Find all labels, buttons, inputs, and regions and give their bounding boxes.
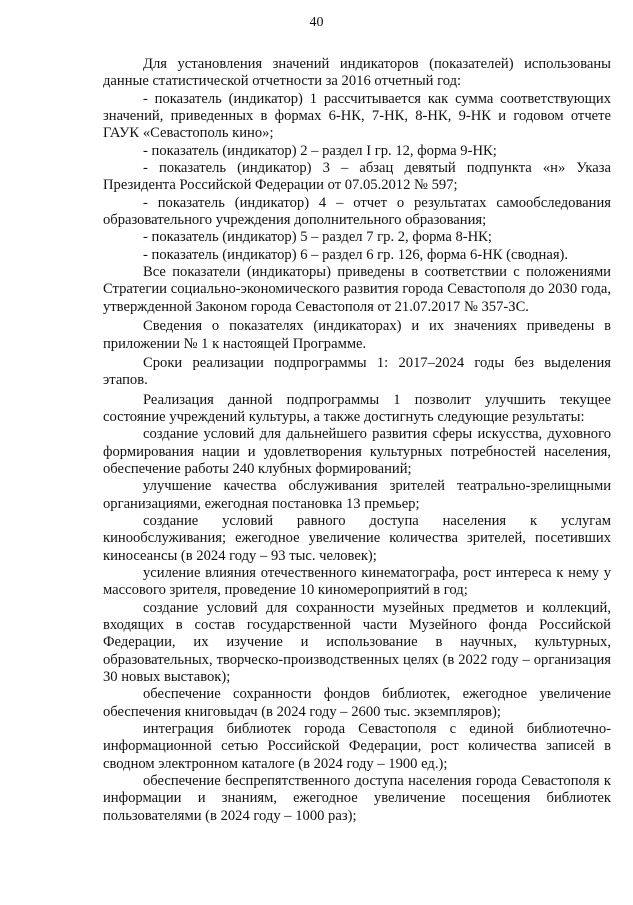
paragraph: создание условий для дальнейшего развития сферы искусства, духовного формирования нации и удовлетворения культурных потребностей населения, обеспечение работы 240 клубных формирований; — [103, 426, 611, 477]
paragraph: - показатель (индикатор) 3 – абзац девятый подпункта «н» Указа Президента Российской Федерации от 07.05.2012 № 597; — [103, 160, 611, 194]
document-body — [103, 56, 611, 825]
paragraph: - показатель (индикатор) 1 рассчитывается как сумма соответствующих значений, приведенных в формах 6-НК, 7-НК, 8-НК, 9-НК и годовом отчете ГАУК «Севастополь кино»; — [103, 90, 611, 142]
paragraph: обеспечение сохранности фондов библиотек, ежегодное увеличение обеспечения книговыдач (в 2024 году – 2600 тыс. экземпляров); — [103, 686, 611, 720]
paragraph: Все показатели (индикаторы) приведены в соответствии с положениями Стратегии социально-экономического развития города Севастополя до 2030 года, утвержденной Законом города Севастополя от 21.07.2017 № 357-ЗС. — [103, 264, 611, 315]
paragraph: создание условий для сохранности музейных предметов и коллекций, входящих в состав государственной части Музейного фонда Российской Федерации, их изучение и использование в научных, культурных, образовательных, творческо-производственных целях (в 2022 году – организация 30 новых выставок); — [103, 599, 611, 686]
paragraph: улучшение качества обслуживания зрителей театрально-зрелищными организациями, ежегодная постановка 13 премьер; — [103, 478, 611, 512]
paragraph: обеспечение беспрепятственного доступа населения города Севастополя к информации и знаниям, ежегодное увеличение посещения библиотек пользователями (в 2024 году – 1000 раз); — [103, 773, 611, 824]
paragraph: - показатель (индикатор) 4 – отчет о результатах самообследования образовательного учреждения дополнительного образования; — [103, 194, 611, 229]
paragraph: усиление влияния отечественного кинематографа, рост интереса к нему у массового зрителя, проведение 10 киномероприятий в год; — [103, 564, 611, 599]
paragraph: создание условий равного доступа населения к услугам кинообслуживания; ежегодное увеличение количества зрителей, посетивших киносеансы (в 2024 году – 93 тыс. человек); — [103, 512, 611, 564]
paragraph: Реализация данной подпрограммы 1 позволит улучшить текущее состояние учреждений культуры, а также достигнуть следующие результаты: — [103, 391, 611, 425]
paragraph: - показатель (индикатор) 5 – раздел 7 гр. 2, форма 8-НК; — [143, 229, 492, 246]
page-number: 40 — [309, 15, 324, 30]
paragraph: интеграция библиотек города Севастополя с единой библиотечно-информационной сетью Российской Федерации, рост количества записей в сводном электронном каталоге (в 2024 году – 1900 ед.); — [103, 721, 611, 772]
paragraph: - показатель (индикатор) 6 – раздел 6 гр. 126, форма 6-НК (сводная). — [143, 246, 569, 263]
paragraph: Сведения о показателях (индикаторах) и их значениях приведены в приложении № 1 к настоящей Программе. — [103, 318, 611, 352]
paragraph: Сроки реализации подпрограммы 1: 2017–2024 годы без выделения этапов. — [103, 354, 611, 389]
paragraph: - показатель (индикатор) 2 – раздел I гр. 12, форма 9-НК; — [143, 142, 497, 159]
paragraph: Для установления значений индикаторов (показателей) использованы данные статистической отчетности за 2016 отчетный год: — [103, 56, 611, 90]
